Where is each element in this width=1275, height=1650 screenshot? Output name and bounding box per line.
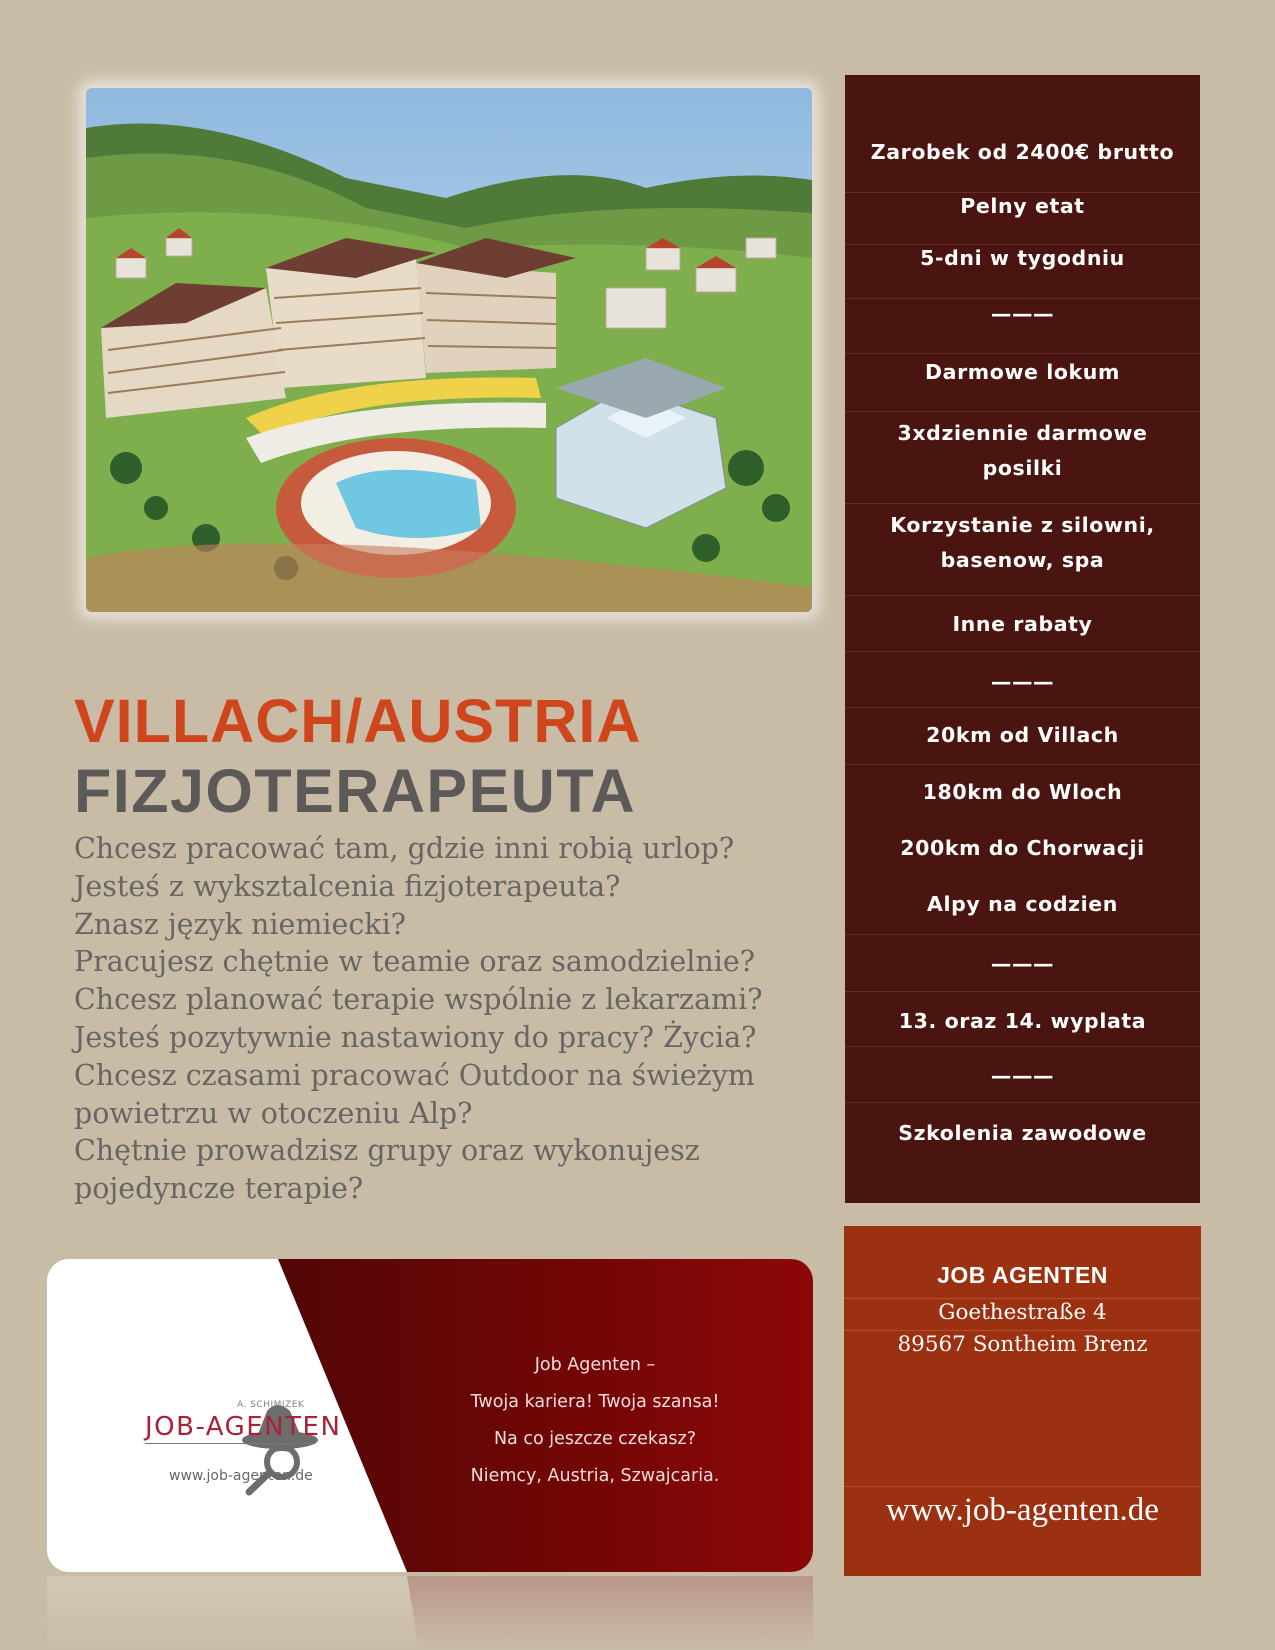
job-title: FIZJOTERAPEUTA (74, 757, 637, 825)
divider (844, 1486, 1201, 1487)
contact-box (844, 1226, 1201, 1576)
hotel-photo (86, 88, 812, 612)
benefit-fulltime: Pelny etat (960, 193, 1085, 218)
question-line: Chcesz pracować tam, gdzie inni robią urlop? (74, 832, 735, 865)
benefit-salary: Zarobek od 2400€ brutto (870, 139, 1175, 164)
benefits-sidebar (845, 75, 1200, 1203)
question-line: Chcesz czasami pracować Outdoor na świeżym (74, 1058, 755, 1092)
business-card (47, 1259, 813, 1572)
question-list (74, 830, 794, 1208)
resort-image (86, 88, 812, 612)
divider (845, 411, 1200, 412)
benefit-workweek: 5-dni w tygodniu (920, 245, 1125, 270)
divider (845, 503, 1200, 504)
card-line: Job Agenten – (534, 1355, 656, 1375)
location-italy: 180km do Wloch (922, 779, 1123, 804)
location-villach: 20km od Villach (926, 722, 1119, 747)
location-heading: VILLACH/AUSTRIA (74, 687, 642, 755)
benefit-gym-spa: Korzystanie z silowni, basenow, spa (890, 513, 1155, 572)
divider (844, 1298, 1201, 1299)
benefit-bonus-pay: 13. oraz 14. wyplata (898, 1008, 1147, 1033)
benefit-discounts: Inne rabaty (952, 611, 1093, 636)
divider (845, 1102, 1200, 1103)
location-alps: Alpy na codzien (927, 891, 1118, 916)
benefit-housing: Darmowe lokum (925, 359, 1120, 384)
question-line: Chcesz planować terapie wspólnie z lekarzami? (74, 983, 763, 1017)
card-reflection-red (47, 1576, 813, 1650)
logo-underline (145, 1443, 315, 1444)
logo-website: www.job-agenten.de (169, 1468, 313, 1484)
location-croatia: 200km do Chorwacji (900, 835, 1145, 860)
question-line: Jesteś pozytywnie nastawiony do pracy? Życia? (74, 1020, 757, 1054)
divider (845, 595, 1200, 596)
card-line: Na co jeszcze czekasz? (493, 1429, 697, 1449)
website-link[interactable]: www.job-agenten.de (886, 1492, 1159, 1528)
question-line: pojedyncze terapie? (74, 1172, 364, 1206)
section-separator: ——— (990, 669, 1055, 694)
card-slogan (435, 1347, 755, 1495)
logo-subtitle: A. SCHIMIZEK (237, 1400, 305, 1410)
question-line: powietrzu w otoczeniu Alp? (74, 1096, 473, 1130)
benefit-training: Szkolenia zawodowe (898, 1120, 1147, 1145)
divider (845, 651, 1200, 652)
question-line: Pracujesz chętnie w teamie oraz samodzielnie? (74, 945, 755, 979)
card-line: Twoja kariera! Twoja szansa! (470, 1392, 720, 1412)
divider (844, 1330, 1201, 1331)
section-separator: ——— (990, 951, 1055, 976)
card-line: Niemcy, Austria, Szwajcaria. (470, 1466, 720, 1486)
city-address: 89567 Sontheim Brenz (897, 1332, 1148, 1357)
divider (845, 1046, 1200, 1047)
company-name: JOB AGENTEN (937, 1262, 1108, 1288)
divider (845, 934, 1200, 935)
benefit-meals: 3xdziennie darmowe posilki (897, 421, 1148, 480)
question-line: Znasz język niemiecki? (74, 907, 406, 941)
section-separator: ——— (990, 301, 1055, 326)
logo-name: JOB-AGENTEN (145, 1412, 342, 1442)
street-address: Goethestraße 4 (938, 1300, 1107, 1325)
divider (845, 991, 1200, 992)
question-line: Jesteś z wyksztalcenia fizjoterapeuta? (74, 869, 621, 903)
card-reflection (47, 1576, 813, 1650)
question-line: Chętnie prowadzisz grupy oraz wykonujesz (74, 1134, 700, 1168)
section-separator: ——— (990, 1063, 1055, 1088)
